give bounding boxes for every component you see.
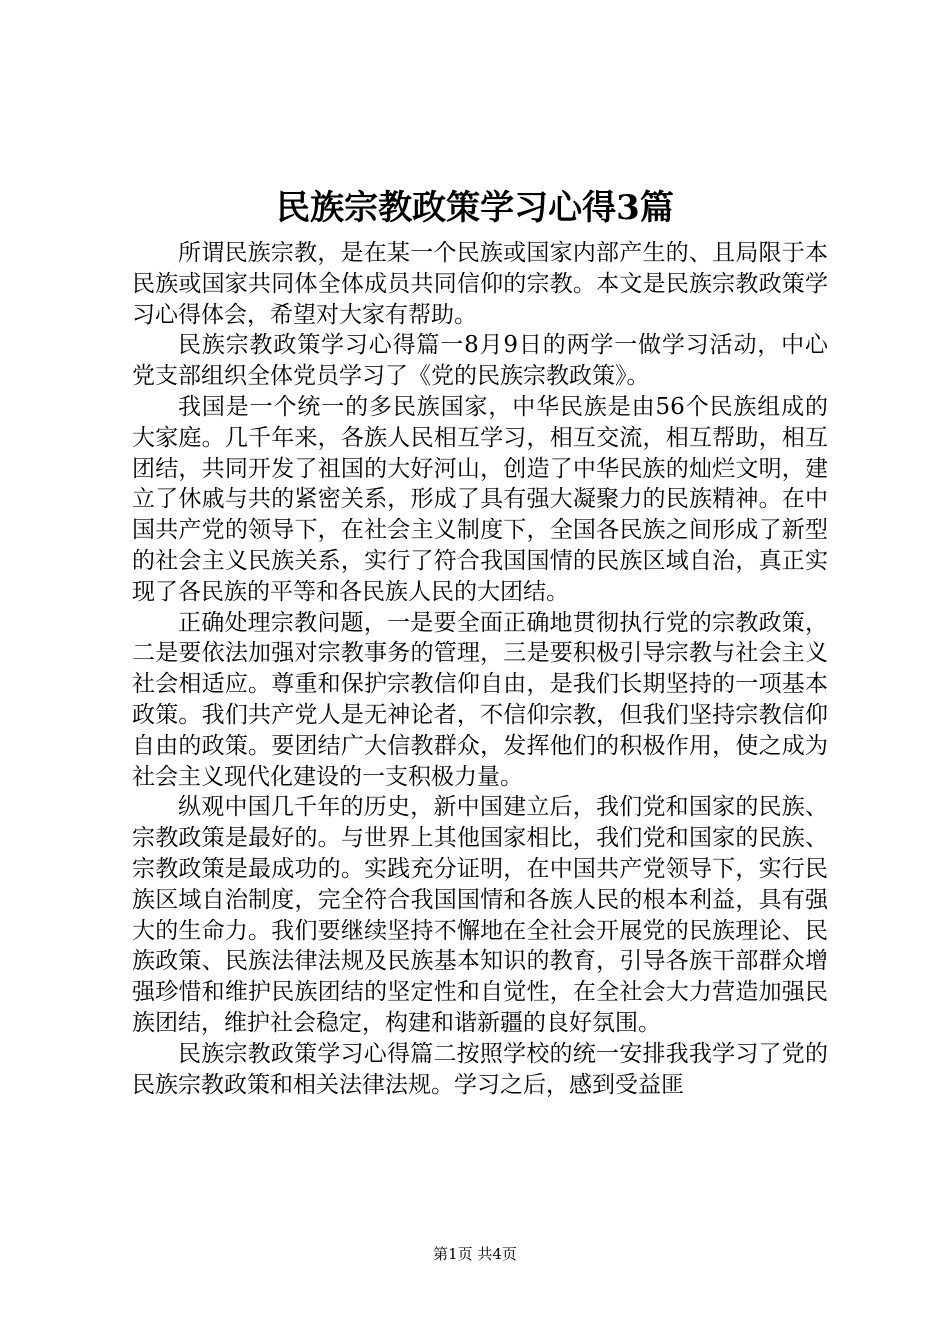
paragraph-intro: 所谓民族宗教，是在某一个民族或国家内部产生的、且局限于本民族或国家共同体全体成员共同信仰的宗教。本文是民族宗教政策学习心得体会，希望对大家有帮助。: [132, 240, 828, 328]
paragraph-history-review: 纵观中国几千年的历史，新中国建立后，我们党和国家的民族、宗教政策是最好的。与世界上其他国家相比，我们党和国家的民族、宗教政策是最成功的。实践充分证明，在中国共产党领导下，实行民族区域自治制度，完全符合我国国情和各族人民的根本利益，具有强大的生命力。我们要继续坚持不懈地在全社会开展党的民族理论、民族政策、民族法律法规及民族基本知识的教育，引导各族干部群众增强珍惜和维护民族团结的坚定性和自觉性，在全社会大力营造加强民族团结，维护社会稳定，构建和谐新疆的良好氛围。: [132, 794, 828, 1036]
paragraph-part-one-intro: 民族宗教政策学习心得篇一8月9日的两学一做学习活动，中心党支部组织全体党员学习了《党的民族宗教政策》。: [132, 332, 828, 390]
paragraph-national-unity: 我国是一个统一的多民族国家，中华民族是由56个民族组成的大家庭。几千年来，各族人民相互学习，相互交流，相互帮助，相互团结，共同开发了祖国的大好河山，创造了中华民族的灿烂文明，建立了休戚与共的紧密关系，形成了具有强大凝聚力的民族精神。在中国共产党的领导下，在社会主义制度下，全国各民族之间形成了新型的社会主义民族关系，实行了符合我国国情的民族区域自治，真正实现了各民族的平等和各民族人民的大团结。: [132, 393, 828, 605]
page-number-footer: 第1页 共4页: [433, 1245, 517, 1263]
paragraph-religion-policy: 正确处理宗教问题，一是要全面正确地贯彻执行党的宗教政策，二是要依法加强对宗教事务的管理，三是要积极引导宗教与社会主义社会相适应。尊重和保护宗教信仰自由，是我们长期坚持的一项基本政策。我们共产党人是无神论者，不信仰宗教，但我们坚持宗教信仰自由的政策。要团结广大信教群众，发挥他们的积极作用，使之成为社会主义现代化建设的一支积极力量。: [132, 609, 828, 790]
paragraph-part-two-intro: 民族宗教政策学习心得篇二按照学校的统一安排我我学习了党的民族宗教政策和相关法律法规。学习之后，感到受益匪: [132, 1040, 828, 1098]
document-title: 民族宗教政策学习心得3篇: [276, 188, 674, 228]
document-body: [132, 238, 828, 1100]
